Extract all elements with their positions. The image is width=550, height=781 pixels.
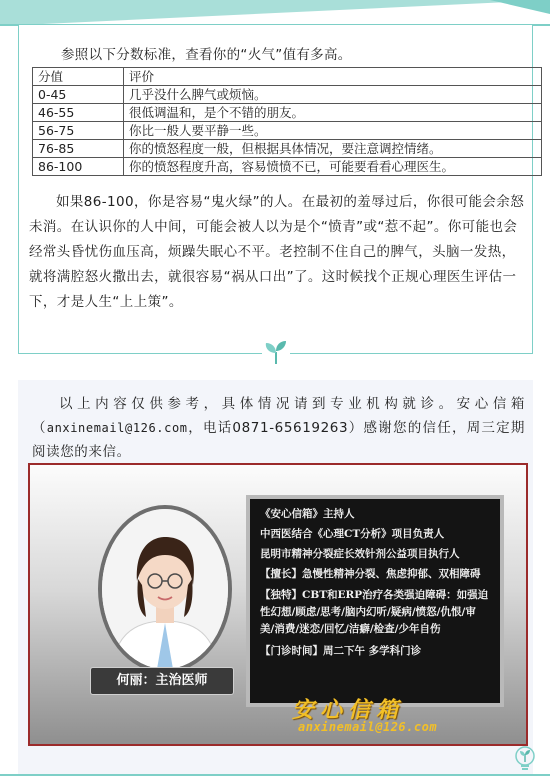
score-evaluation: 几乎没什么脾气或烦恼。 [124, 86, 542, 104]
table-row [33, 104, 542, 122]
brand-email: anxinemail@126.com [298, 720, 438, 734]
contact-section [18, 380, 533, 775]
table-row [33, 140, 542, 158]
header-score: 分值 [33, 68, 124, 86]
intro-text: 参照以下分数标准，查看你的“火气”值有多高。 [61, 47, 352, 63]
score-range: 46-55 [33, 104, 124, 122]
info-line-project: 中西医结合《心理CT分析》项目负责人 [260, 528, 445, 540]
notice-text-part1: 以上内容仅供参考，具体情况请到专业机构就诊。安心信箱（ [32, 396, 525, 436]
notice-text-part2: ，电话0871-65619263）感谢您的信任，周三定期阅读您的来信。 [32, 420, 525, 460]
brand-title: 安心信箱 [292, 698, 405, 723]
score-range: 0-45 [33, 86, 124, 104]
doctor-portrait-image [102, 509, 228, 669]
table-row [33, 122, 542, 140]
bottom-divider-line [0, 774, 550, 776]
lightbulb-sprout-icon [512, 744, 538, 774]
score-evaluation: 你的愤怒程度升高，容易愤愤不已，可能要看看心理医生。 [124, 158, 542, 176]
doctor-info-box [246, 495, 504, 707]
score-evaluation: 你比一般人要平静一些。 [124, 122, 542, 140]
info-line-host: 《安心信箱》主持人 [260, 508, 355, 520]
score-range: 76-85 [33, 140, 124, 158]
top-band-corner [490, 0, 550, 14]
info-line-specialty: 【擅长】急慢性精神分裂、焦虑抑郁、双相障碍 [260, 568, 481, 580]
info-line-unique: 【独特】CBT和ERP治疗各类强迫障碍：如强迫性幻想/顾虑/思考/脑内幻听/疑病/愤怒/仇恨/审美/消费/迷恋/回忆/洁癖/检查/少年自伤 [260, 589, 489, 635]
doctor-poster [28, 463, 528, 746]
info-line-clinic-hours: 【门诊时间】周二下午 多学科门诊 [260, 645, 422, 657]
doctor-photo [98, 505, 232, 673]
table-row [33, 158, 542, 176]
score-table [32, 67, 542, 176]
header-evaluation: 评价 [124, 68, 542, 86]
score-evaluation: 很低调温和，是个不错的朋友。 [124, 104, 542, 122]
score-card [18, 24, 533, 354]
info-line-program: 昆明市精神分裂症长效针剂公益项目执行人 [260, 548, 460, 560]
contact-email-link[interactable]: anxinemail@126.com [46, 421, 188, 435]
top-decoration-band [0, 0, 550, 26]
score-range: 86-100 [33, 158, 124, 176]
sprout-icon [262, 338, 290, 366]
score-range: 56-75 [33, 122, 124, 140]
top-band-triangle [0, 0, 550, 26]
score-evaluation: 你的愤怒程度一般，但根据具体情况，要注意调控情绪。 [124, 140, 542, 158]
table-row [33, 86, 542, 104]
explanation-text: 如果86-100，你是容易“鬼火绿”的人。在最初的羞辱过后，你很可能会余怒未消。在认识你的人中间，可能会被人以为是个“愤青”或“惹不起”。你可能也会经常头昏忧伤血压高，烦躁失眠心不平。老控制不住自己的脾气，头脑一发热，就将满腔怒火撒出去，就很容易“祸从口出”了。这时候找个正规心理医生评估一下，才是人生“上上策”。 [29, 194, 525, 310]
contact-notice [32, 392, 525, 464]
explanation-paragraph [29, 190, 529, 315]
doctor-name-badge: 何丽：主治医师 [90, 667, 234, 695]
table-header-row [33, 68, 542, 86]
